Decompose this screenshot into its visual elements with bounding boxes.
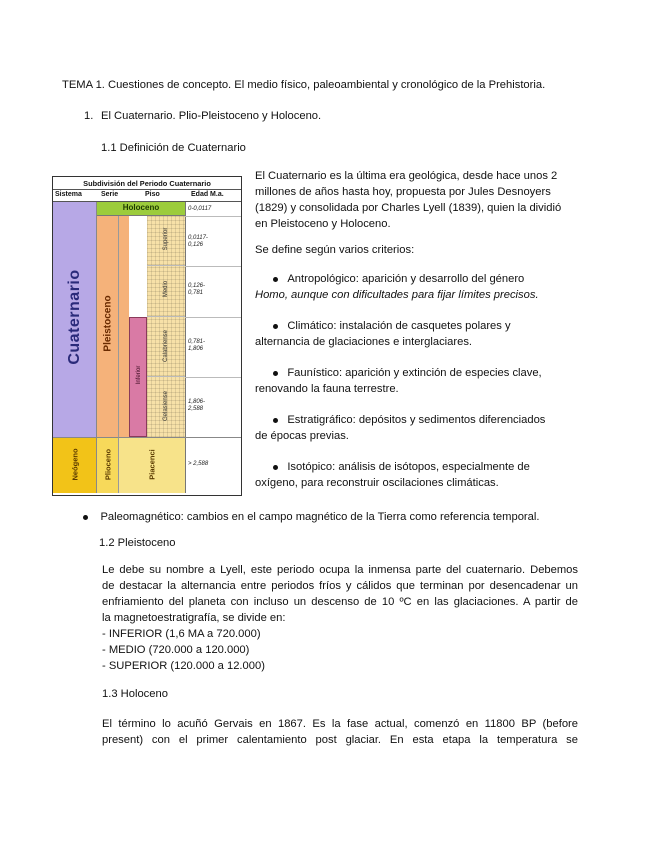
label-pleistoceno: Pleistoceno <box>102 295 114 352</box>
section-title: El Cuaternario. Plio-Pleistoceno y Holoceno. <box>101 110 322 122</box>
cell-piacenci <box>119 437 185 493</box>
cell-neogeno <box>53 437 97 493</box>
criterion-line: alternancia de glaciaciones e interglaciares. <box>255 336 473 348</box>
paleomagnetic-item <box>83 510 539 524</box>
document-title: TEMA 1. Cuestiones de concepto. El medio físico, paleoambiental y cronológico de la Prehistoria. <box>62 79 546 91</box>
subsection-title-pleistoceno: 1.2 Pleistoceno <box>99 537 176 549</box>
criterion-item <box>255 271 585 303</box>
body-line: El término lo acuñó Gervais en 1867. Es la fase actual, comenzó en 11800 BP (before <box>102 718 578 730</box>
division-item: - MEDIO (720.000 a 120.000) <box>102 644 250 656</box>
intro-paragraph <box>255 168 580 232</box>
age-gelasiense: 1,806- 2,588 <box>188 399 206 412</box>
body-line: present) con el primer calentamiento post glaciar. En esta etapa la temperatura se <box>102 734 578 746</box>
cell-inferior <box>129 317 147 437</box>
label-calabriense: Calabriense <box>163 329 169 363</box>
cell-gelasiense <box>147 377 185 437</box>
label-piacenci: Piacenci <box>147 449 157 480</box>
body-line: de destacar la alternancia entre periodos fríos y cálidos que terminan por desencadenar un <box>102 580 578 592</box>
body-line: Le debe su nombre a Lyell, este periodo ocupa la inmensa parte del cuaternario. Debemos <box>102 564 578 576</box>
bullet-icon <box>83 515 88 520</box>
criteria-intro: Se define según varios criterios: <box>255 244 415 256</box>
table-title: Subdivisión del Periodo Cuaternario <box>83 179 211 188</box>
criterion-line: de épocas previas. <box>255 430 349 442</box>
label-inferior: Inferior <box>136 365 142 385</box>
col-header-piso: Piso <box>145 191 160 198</box>
label-superior: Superior <box>163 227 169 251</box>
bullet-icon <box>273 277 278 282</box>
body-line: la magnetoestratigrafía, se divide en: <box>102 612 286 624</box>
intro-line: El Cuaternario es la última era geológica, desde hace unos 2 <box>255 170 558 182</box>
cell-plioceno <box>97 437 119 493</box>
cell-pleistoceno <box>97 216 119 437</box>
label-plioceno: Plioceno <box>103 448 113 481</box>
col-header-serie: Serie <box>101 191 119 198</box>
criterion-line: Faunístico: aparición y extinción de especies clave, <box>287 367 542 379</box>
criterion-item <box>255 318 585 350</box>
pleistoceno-paragraph <box>102 562 578 674</box>
cell-medio <box>147 266 185 317</box>
criterion-line: Climático: instalación de casquetes polares y <box>287 320 511 332</box>
body-line: enfriamiento del planeta con incluso un descenso de 10 ºC en las glaciaciones. A partir de <box>102 596 578 608</box>
geological-subdivision-table <box>52 176 242 496</box>
holoceno-paragraph <box>102 716 578 748</box>
criterion-line: renovando la fauna terrestre. <box>255 383 399 395</box>
subsection-title-definicion: 1.1 Definición de Cuaternario <box>101 142 246 154</box>
intro-line: millones de años hasta hoy, propuesta por Jules Desnoyers <box>255 186 551 198</box>
criterion-line: Antropológico: aparición y desarrollo del género <box>287 273 525 285</box>
cell-superior <box>147 216 185 266</box>
col-header-sistema: Sistema <box>55 191 82 198</box>
criterion-line: Isotópico: análisis de isótopos, especialmente de <box>287 461 530 473</box>
label-holoceno: Holoceno <box>122 203 160 212</box>
label-gelasiense: Gelasiense <box>163 390 169 422</box>
criterion-item <box>255 412 585 444</box>
criterion-item <box>255 459 585 491</box>
subsection-title-holoceno: 1.3 Holoceno <box>102 688 168 700</box>
age-calabriense: 0,781- 1,806 <box>188 339 206 352</box>
age-medio: 0,126- 0,781 <box>188 283 206 296</box>
label-medio: Medio <box>163 280 169 298</box>
paleomagnetic-text: Paleomagnético: cambios en el campo magnético de la Tierra como referencia temporal. <box>100 511 540 523</box>
cell-holoceno <box>97 202 185 216</box>
bullet-icon <box>273 418 278 423</box>
bullet-icon <box>273 371 278 376</box>
criterion-line: Homo, aunque con dificultades para fijar límites precisos. <box>255 289 539 301</box>
pleistoceno-fill <box>119 216 129 437</box>
bullet-icon <box>273 465 278 470</box>
cell-calabriense <box>147 317 185 377</box>
criterion-line: Estratigráfico: depósitos y sedimentos diferenciados <box>287 414 546 426</box>
bullet-icon <box>273 324 278 329</box>
intro-line: (1829) y consolidada por Charles Lyell (1839), quien la dividió <box>255 202 562 214</box>
age-superior: 0,0117- 0,126 <box>188 235 208 248</box>
age-plioceno: > 2,588 <box>188 461 209 467</box>
criterion-line: oxígeno, para reconstruir oscilaciones climáticas. <box>255 477 499 489</box>
cell-cuaternario <box>53 202 97 437</box>
division-item: - SUPERIOR (120.000 a 12.000) <box>102 660 265 672</box>
label-neogeno: Neógeno <box>70 448 80 481</box>
section-number: 1. <box>84 110 94 122</box>
label-cuaternario: Cuaternario <box>66 269 83 365</box>
criterion-item <box>255 365 585 397</box>
age-holoceno: 0-0,0117 <box>188 206 212 212</box>
division-item: - INFERIOR (1,6 MA a 720.000) <box>102 628 261 640</box>
col-header-edad: Edad M.a. <box>191 191 224 198</box>
intro-line: en Pleistoceno y Holoceno. <box>255 218 391 230</box>
